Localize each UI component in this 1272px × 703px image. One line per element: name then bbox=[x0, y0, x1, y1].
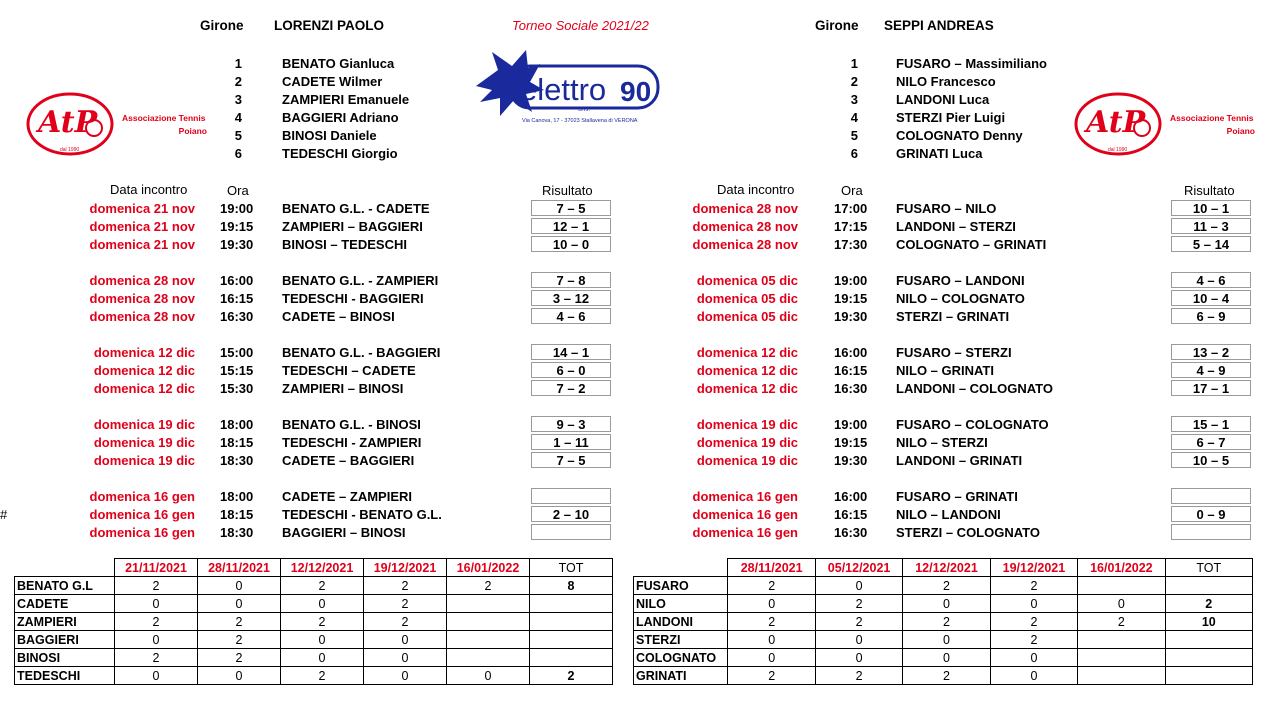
summary-player-name: ZAMPIERI bbox=[15, 613, 115, 631]
match-time: 15:30 bbox=[220, 381, 254, 396]
summary-total bbox=[1165, 649, 1252, 667]
summary-player-name: LANDONI bbox=[634, 613, 728, 631]
left-captain: LORENZI PAOLO bbox=[274, 18, 384, 33]
summary-points bbox=[447, 595, 530, 613]
row-marker: # bbox=[0, 507, 8, 522]
summary-total bbox=[530, 613, 613, 631]
player-number: 2 bbox=[850, 74, 858, 89]
summary-points: 2 bbox=[115, 577, 198, 595]
svg-text:Associazione Tennis: Associazione Tennis bbox=[1170, 113, 1254, 123]
summary-row bbox=[634, 667, 1253, 685]
match-time: 19:00 bbox=[834, 273, 868, 288]
summary-points: 2 bbox=[903, 613, 990, 631]
svg-text:S.r.l.: S.r.l. bbox=[578, 107, 591, 113]
summary-player-name: BENATO G.L bbox=[15, 577, 115, 595]
match-time: 17:00 bbox=[834, 201, 868, 216]
summary-points: 2 bbox=[281, 613, 364, 631]
summary-total: 2 bbox=[530, 667, 613, 685]
summary-row bbox=[634, 631, 1253, 649]
summary-points: 2 bbox=[728, 667, 815, 685]
match-players: BAGGIERI – BINOSI bbox=[282, 525, 406, 540]
left-summary-table bbox=[14, 558, 613, 685]
match-players: BENATO G.L. - BAGGIERI bbox=[282, 345, 441, 360]
page-title: Torneo Sociale 2021/22 bbox=[512, 18, 649, 33]
match-players: TEDESCHI – CADETE bbox=[282, 363, 416, 378]
summary-points: 2 bbox=[990, 577, 1077, 595]
player-number: 5 bbox=[850, 128, 858, 143]
summary-points: 2 bbox=[903, 577, 990, 595]
match-result: 6 – 7 bbox=[1171, 434, 1251, 450]
summary-points: 0 bbox=[728, 631, 815, 649]
summary-row bbox=[634, 577, 1253, 595]
svg-text:Poiano: Poiano bbox=[1226, 126, 1255, 136]
match-date: domenica 12 dic bbox=[93, 381, 195, 396]
summary-points: 0 bbox=[115, 667, 198, 685]
player-name: STERZI Pier Luigi bbox=[896, 110, 1006, 125]
player-number: 3 bbox=[850, 92, 858, 107]
summary-points: 2 bbox=[1078, 613, 1165, 631]
match-result: 9 – 3 bbox=[531, 416, 611, 432]
summary-row bbox=[634, 613, 1253, 631]
summary-total bbox=[1165, 667, 1252, 685]
player-number: 5 bbox=[234, 128, 242, 143]
summary-points bbox=[1078, 667, 1165, 685]
atp-logo-right bbox=[1072, 88, 1262, 158]
match-time: 17:15 bbox=[834, 219, 868, 234]
match-date: domenica 12 dic bbox=[696, 381, 798, 396]
summary-points: 2 bbox=[364, 595, 447, 613]
summary-date-header: 21/11/2021 bbox=[115, 559, 198, 577]
match-date: domenica 16 gen bbox=[692, 525, 798, 540]
match-date: domenica 12 dic bbox=[696, 345, 798, 360]
summary-date-header: 28/11/2021 bbox=[728, 559, 815, 577]
summary-points: 0 bbox=[903, 649, 990, 667]
match-players: TEDESCHI - BENATO G.L. bbox=[282, 507, 442, 522]
summary-points: 0 bbox=[1078, 595, 1165, 613]
match-result: 10 – 0 bbox=[531, 236, 611, 252]
match-time: 16:15 bbox=[834, 363, 868, 378]
match-players: STERZI – COLOGNATO bbox=[896, 525, 1040, 540]
match-players: ZAMPIERI – BINOSI bbox=[282, 381, 404, 396]
match-result: 7 – 2 bbox=[531, 380, 611, 396]
match-time: 18:30 bbox=[220, 525, 254, 540]
summary-player-name: GRINATI bbox=[634, 667, 728, 685]
summary-points: 0 bbox=[198, 595, 281, 613]
match-players: COLOGNATO – GRINATI bbox=[896, 237, 1047, 252]
match-players: BENATO G.L. - BINOSI bbox=[282, 417, 421, 432]
match-players: NILO – COLOGNATO bbox=[896, 291, 1025, 306]
match-date: domenica 16 gen bbox=[692, 489, 798, 504]
summary-corner bbox=[15, 559, 115, 577]
summary-points: 0 bbox=[990, 595, 1077, 613]
player-name: GRINATI Luca bbox=[896, 146, 983, 161]
summary-total bbox=[1165, 631, 1252, 649]
left-girone-label: Girone bbox=[200, 18, 244, 33]
match-date: domenica 16 gen bbox=[89, 507, 195, 522]
match-players: FUSARO – NILO bbox=[896, 201, 997, 216]
summary-points bbox=[1078, 631, 1165, 649]
match-time: 16:30 bbox=[834, 525, 868, 540]
summary-corner bbox=[634, 559, 728, 577]
player-name: FUSARO – Massimiliano bbox=[896, 56, 1047, 71]
svg-text:elettro: elettro bbox=[520, 72, 607, 107]
summary-total bbox=[1165, 577, 1252, 595]
match-date: domenica 28 nov bbox=[692, 201, 798, 216]
match-result: 4 – 6 bbox=[531, 308, 611, 324]
summary-points: 0 bbox=[281, 595, 364, 613]
left-head-time: Ora bbox=[227, 183, 249, 198]
match-date: domenica 19 dic bbox=[696, 435, 798, 450]
summary-points: 0 bbox=[198, 667, 281, 685]
summary-points: 0 bbox=[815, 577, 902, 595]
match-date: domenica 28 nov bbox=[89, 309, 195, 324]
summary-total bbox=[530, 631, 613, 649]
match-result: 11 – 3 bbox=[1171, 218, 1251, 234]
summary-date-header: 16/01/2022 bbox=[1078, 559, 1165, 577]
summary-points: 2 bbox=[115, 649, 198, 667]
summary-player-name: TEDESCHI bbox=[15, 667, 115, 685]
summary-total bbox=[530, 649, 613, 667]
match-result: 17 – 1 bbox=[1171, 380, 1251, 396]
match-time: 19:30 bbox=[220, 237, 254, 252]
match-players: NILO – STERZI bbox=[896, 435, 988, 450]
match-date: domenica 05 dic bbox=[696, 273, 798, 288]
summary-points: 0 bbox=[815, 649, 902, 667]
atp-logo-left bbox=[24, 88, 214, 158]
match-date: domenica 19 dic bbox=[93, 453, 195, 468]
summary-player-name: BAGGIERI bbox=[15, 631, 115, 649]
summary-points: 0 bbox=[364, 631, 447, 649]
summary-points: 0 bbox=[903, 595, 990, 613]
match-date: domenica 28 nov bbox=[89, 273, 195, 288]
svg-text:90: 90 bbox=[620, 76, 652, 107]
left-head-date: Data incontro bbox=[110, 182, 188, 197]
match-date: domenica 19 dic bbox=[93, 417, 195, 432]
summary-points: 0 bbox=[115, 595, 198, 613]
match-date: domenica 28 nov bbox=[692, 219, 798, 234]
summary-points: 2 bbox=[815, 667, 902, 685]
summary-player-name: CADETE bbox=[15, 595, 115, 613]
summary-points: 0 bbox=[364, 667, 447, 685]
right-head-result: Risultato bbox=[1184, 183, 1235, 198]
match-result: 7 – 5 bbox=[531, 200, 611, 216]
summary-points: 0 bbox=[281, 631, 364, 649]
summary-tot-header: TOT bbox=[530, 559, 613, 577]
match-players: CADETE – ZAMPIERI bbox=[282, 489, 413, 504]
player-name: TEDESCHI Giorgio bbox=[282, 146, 398, 161]
match-players: LANDONI – GRINATI bbox=[896, 453, 1023, 468]
player-number: 1 bbox=[850, 56, 858, 71]
match-date: domenica 19 dic bbox=[696, 453, 798, 468]
summary-row bbox=[15, 613, 613, 631]
match-date: domenica 12 dic bbox=[696, 363, 798, 378]
summary-points: 2 bbox=[728, 577, 815, 595]
summary-row bbox=[634, 595, 1253, 613]
match-date: domenica 21 nov bbox=[89, 201, 195, 216]
match-time: 19:00 bbox=[834, 417, 868, 432]
match-players: LANDONI – STERZI bbox=[896, 219, 1016, 234]
svg-text:AtP: AtP bbox=[1086, 105, 1146, 140]
summary-row bbox=[15, 667, 613, 685]
summary-player-name: BINOSI bbox=[15, 649, 115, 667]
summary-points: 2 bbox=[198, 649, 281, 667]
match-players: TEDESCHI - ZAMPIERI bbox=[282, 435, 422, 450]
player-name: BENATO Gianluca bbox=[282, 56, 395, 71]
player-name: BAGGIERI Adriano bbox=[282, 110, 399, 125]
svg-text:dal 1990: dal 1990 bbox=[60, 147, 80, 153]
match-date: domenica 19 dic bbox=[696, 417, 798, 432]
summary-points: 2 bbox=[364, 577, 447, 595]
summary-points bbox=[447, 631, 530, 649]
match-players: STERZI – GRINATI bbox=[896, 309, 1010, 324]
right-summary-table bbox=[633, 558, 1253, 685]
summary-points bbox=[447, 649, 530, 667]
match-time: 18:15 bbox=[220, 507, 254, 522]
summary-points: 2 bbox=[728, 613, 815, 631]
match-players: NILO – GRINATI bbox=[896, 363, 994, 378]
player-name: COLOGNATO Denny bbox=[896, 128, 1023, 143]
summary-date-header: 12/12/2021 bbox=[281, 559, 364, 577]
match-time: 17:30 bbox=[834, 237, 868, 252]
match-time: 19:30 bbox=[834, 309, 868, 324]
match-time: 19:15 bbox=[834, 435, 868, 450]
player-name: LANDONI Luca bbox=[896, 92, 990, 107]
summary-points bbox=[1078, 649, 1165, 667]
right-head-time: Ora bbox=[841, 183, 863, 198]
match-result: 7 – 5 bbox=[531, 452, 611, 468]
summary-points: 2 bbox=[281, 667, 364, 685]
summary-points: 0 bbox=[728, 649, 815, 667]
match-players: FUSARO – STERZI bbox=[896, 345, 1012, 360]
summary-points: 2 bbox=[990, 613, 1077, 631]
player-number: 6 bbox=[234, 146, 242, 161]
summary-points bbox=[1078, 577, 1165, 595]
match-players: CADETE – BAGGIERI bbox=[282, 453, 415, 468]
summary-player-name: STERZI bbox=[634, 631, 728, 649]
match-result: 4 – 6 bbox=[1171, 272, 1251, 288]
summary-points: 2 bbox=[990, 631, 1077, 649]
summary-date-header: 28/11/2021 bbox=[198, 559, 281, 577]
summary-points: 2 bbox=[115, 613, 198, 631]
summary-points: 2 bbox=[281, 577, 364, 595]
match-players: CADETE – BINOSI bbox=[282, 309, 395, 324]
match-time: 16:00 bbox=[834, 489, 868, 504]
summary-total bbox=[530, 595, 613, 613]
elettro90-logo bbox=[470, 46, 660, 126]
match-time: 16:00 bbox=[220, 273, 254, 288]
match-result: 10 – 5 bbox=[1171, 452, 1251, 468]
summary-points: 0 bbox=[903, 631, 990, 649]
summary-points: 2 bbox=[447, 577, 530, 595]
summary-total: 8 bbox=[530, 577, 613, 595]
match-time: 18:30 bbox=[220, 453, 254, 468]
match-date: domenica 16 gen bbox=[89, 489, 195, 504]
match-players: LANDONI – COLOGNATO bbox=[896, 381, 1053, 396]
summary-date-header: 19/12/2021 bbox=[990, 559, 1077, 577]
match-players: BENATO G.L. - ZAMPIERI bbox=[282, 273, 439, 288]
match-players: FUSARO – COLOGNATO bbox=[896, 417, 1049, 432]
summary-points: 2 bbox=[815, 613, 902, 631]
summary-points: 0 bbox=[364, 649, 447, 667]
match-time: 16:15 bbox=[834, 507, 868, 522]
summary-player-name: NILO bbox=[634, 595, 728, 613]
summary-points: 2 bbox=[198, 613, 281, 631]
match-result: 6 – 0 bbox=[531, 362, 611, 378]
summary-date-header: 16/01/2022 bbox=[447, 559, 530, 577]
match-result: 10 – 4 bbox=[1171, 290, 1251, 306]
match-time: 15:00 bbox=[220, 345, 254, 360]
summary-points: 2 bbox=[903, 667, 990, 685]
match-date: domenica 05 dic bbox=[696, 291, 798, 306]
match-result: 6 – 9 bbox=[1171, 308, 1251, 324]
match-result: 3 – 12 bbox=[531, 290, 611, 306]
player-number: 6 bbox=[850, 146, 858, 161]
summary-points: 0 bbox=[990, 649, 1077, 667]
player-name: NILO Francesco bbox=[896, 74, 996, 89]
match-result: 5 – 14 bbox=[1171, 236, 1251, 252]
summary-row bbox=[15, 577, 613, 595]
match-time: 18:00 bbox=[220, 417, 254, 432]
right-captain: SEPPI ANDREAS bbox=[884, 18, 994, 33]
match-time: 19:30 bbox=[834, 453, 868, 468]
match-players: TEDESCHI - BAGGIERI bbox=[282, 291, 424, 306]
summary-total: 2 bbox=[1165, 595, 1252, 613]
summary-row bbox=[634, 649, 1253, 667]
match-result: 2 – 10 bbox=[531, 506, 611, 522]
match-date: domenica 12 dic bbox=[93, 363, 195, 378]
summary-total: 10 bbox=[1165, 613, 1252, 631]
player-number: 4 bbox=[850, 110, 858, 125]
summary-points: 0 bbox=[115, 631, 198, 649]
left-head-result: Risultato bbox=[542, 183, 593, 198]
match-result: 10 – 1 bbox=[1171, 200, 1251, 216]
svg-text:Poiano: Poiano bbox=[178, 126, 207, 136]
match-players: NILO – LANDONI bbox=[896, 507, 1001, 522]
match-result: 4 – 9 bbox=[1171, 362, 1251, 378]
match-result: 12 – 1 bbox=[531, 218, 611, 234]
player-number: 3 bbox=[234, 92, 242, 107]
player-name: ZAMPIERI Emanuele bbox=[282, 92, 410, 107]
match-result: 15 – 1 bbox=[1171, 416, 1251, 432]
summary-points: 0 bbox=[447, 667, 530, 685]
summary-date-header: 12/12/2021 bbox=[903, 559, 990, 577]
summary-header-row bbox=[634, 559, 1253, 577]
match-players: FUSARO – LANDONI bbox=[896, 273, 1025, 288]
player-name: CADETE Wilmer bbox=[282, 74, 383, 89]
summary-points: 2 bbox=[198, 631, 281, 649]
svg-text:Via Canova, 17 - 37023 Stallav: Via Canova, 17 - 37023 Stallavena di VERONA bbox=[522, 118, 638, 124]
summary-tot-header: TOT bbox=[1165, 559, 1252, 577]
match-date: domenica 12 dic bbox=[93, 345, 195, 360]
match-date: domenica 19 dic bbox=[93, 435, 195, 450]
summary-date-header: 19/12/2021 bbox=[364, 559, 447, 577]
match-date: domenica 05 dic bbox=[696, 309, 798, 324]
match-date: domenica 28 nov bbox=[692, 237, 798, 252]
match-result: 13 – 2 bbox=[1171, 344, 1251, 360]
match-time: 19:15 bbox=[220, 219, 254, 234]
svg-text:Associazione Tennis: Associazione Tennis bbox=[122, 113, 206, 123]
match-date: domenica 28 nov bbox=[89, 291, 195, 306]
summary-points: 0 bbox=[990, 667, 1077, 685]
match-time: 18:00 bbox=[220, 489, 254, 504]
match-result: 0 – 9 bbox=[1171, 506, 1251, 522]
summary-points: 2 bbox=[815, 595, 902, 613]
match-result bbox=[1171, 488, 1251, 504]
summary-points: 0 bbox=[728, 595, 815, 613]
match-date: domenica 21 nov bbox=[89, 219, 195, 234]
summary-header-row bbox=[15, 559, 613, 577]
summary-date-header: 05/12/2021 bbox=[815, 559, 902, 577]
match-time: 19:00 bbox=[220, 201, 254, 216]
match-time: 16:15 bbox=[220, 291, 254, 306]
match-date: domenica 21 nov bbox=[89, 237, 195, 252]
summary-player-name: COLOGNATO bbox=[634, 649, 728, 667]
match-players: BINOSI – TEDESCHI bbox=[282, 237, 407, 252]
match-result: 1 – 11 bbox=[531, 434, 611, 450]
match-time: 18:15 bbox=[220, 435, 254, 450]
match-time: 19:15 bbox=[834, 291, 868, 306]
summary-row bbox=[15, 631, 613, 649]
match-result: 14 – 1 bbox=[531, 344, 611, 360]
summary-points: 2 bbox=[364, 613, 447, 631]
summary-row bbox=[15, 595, 613, 613]
right-girone-label: Girone bbox=[815, 18, 859, 33]
match-date: domenica 16 gen bbox=[89, 525, 195, 540]
player-number: 4 bbox=[234, 110, 242, 125]
player-number: 1 bbox=[234, 56, 242, 71]
summary-player-name: FUSARO bbox=[634, 577, 728, 595]
svg-text:AtP: AtP bbox=[38, 105, 98, 140]
match-result bbox=[1171, 524, 1251, 540]
match-players: BENATO G.L. - CADETE bbox=[282, 201, 430, 216]
summary-points: 0 bbox=[198, 577, 281, 595]
match-time: 16:00 bbox=[834, 345, 868, 360]
match-time: 16:30 bbox=[220, 309, 254, 324]
player-name: BINOSI Daniele bbox=[282, 128, 377, 143]
summary-points: 0 bbox=[815, 631, 902, 649]
match-time: 15:15 bbox=[220, 363, 254, 378]
summary-points: 0 bbox=[281, 649, 364, 667]
match-date: domenica 16 gen bbox=[692, 507, 798, 522]
match-players: FUSARO – GRINATI bbox=[896, 489, 1018, 504]
match-time: 16:30 bbox=[834, 381, 868, 396]
svg-text:dal 1990: dal 1990 bbox=[1108, 147, 1128, 153]
summary-row bbox=[15, 649, 613, 667]
match-result: 7 – 8 bbox=[531, 272, 611, 288]
right-head-date: Data incontro bbox=[717, 182, 795, 197]
summary-points bbox=[447, 613, 530, 631]
match-players: ZAMPIERI – BAGGIERI bbox=[282, 219, 423, 234]
player-number: 2 bbox=[234, 74, 242, 89]
